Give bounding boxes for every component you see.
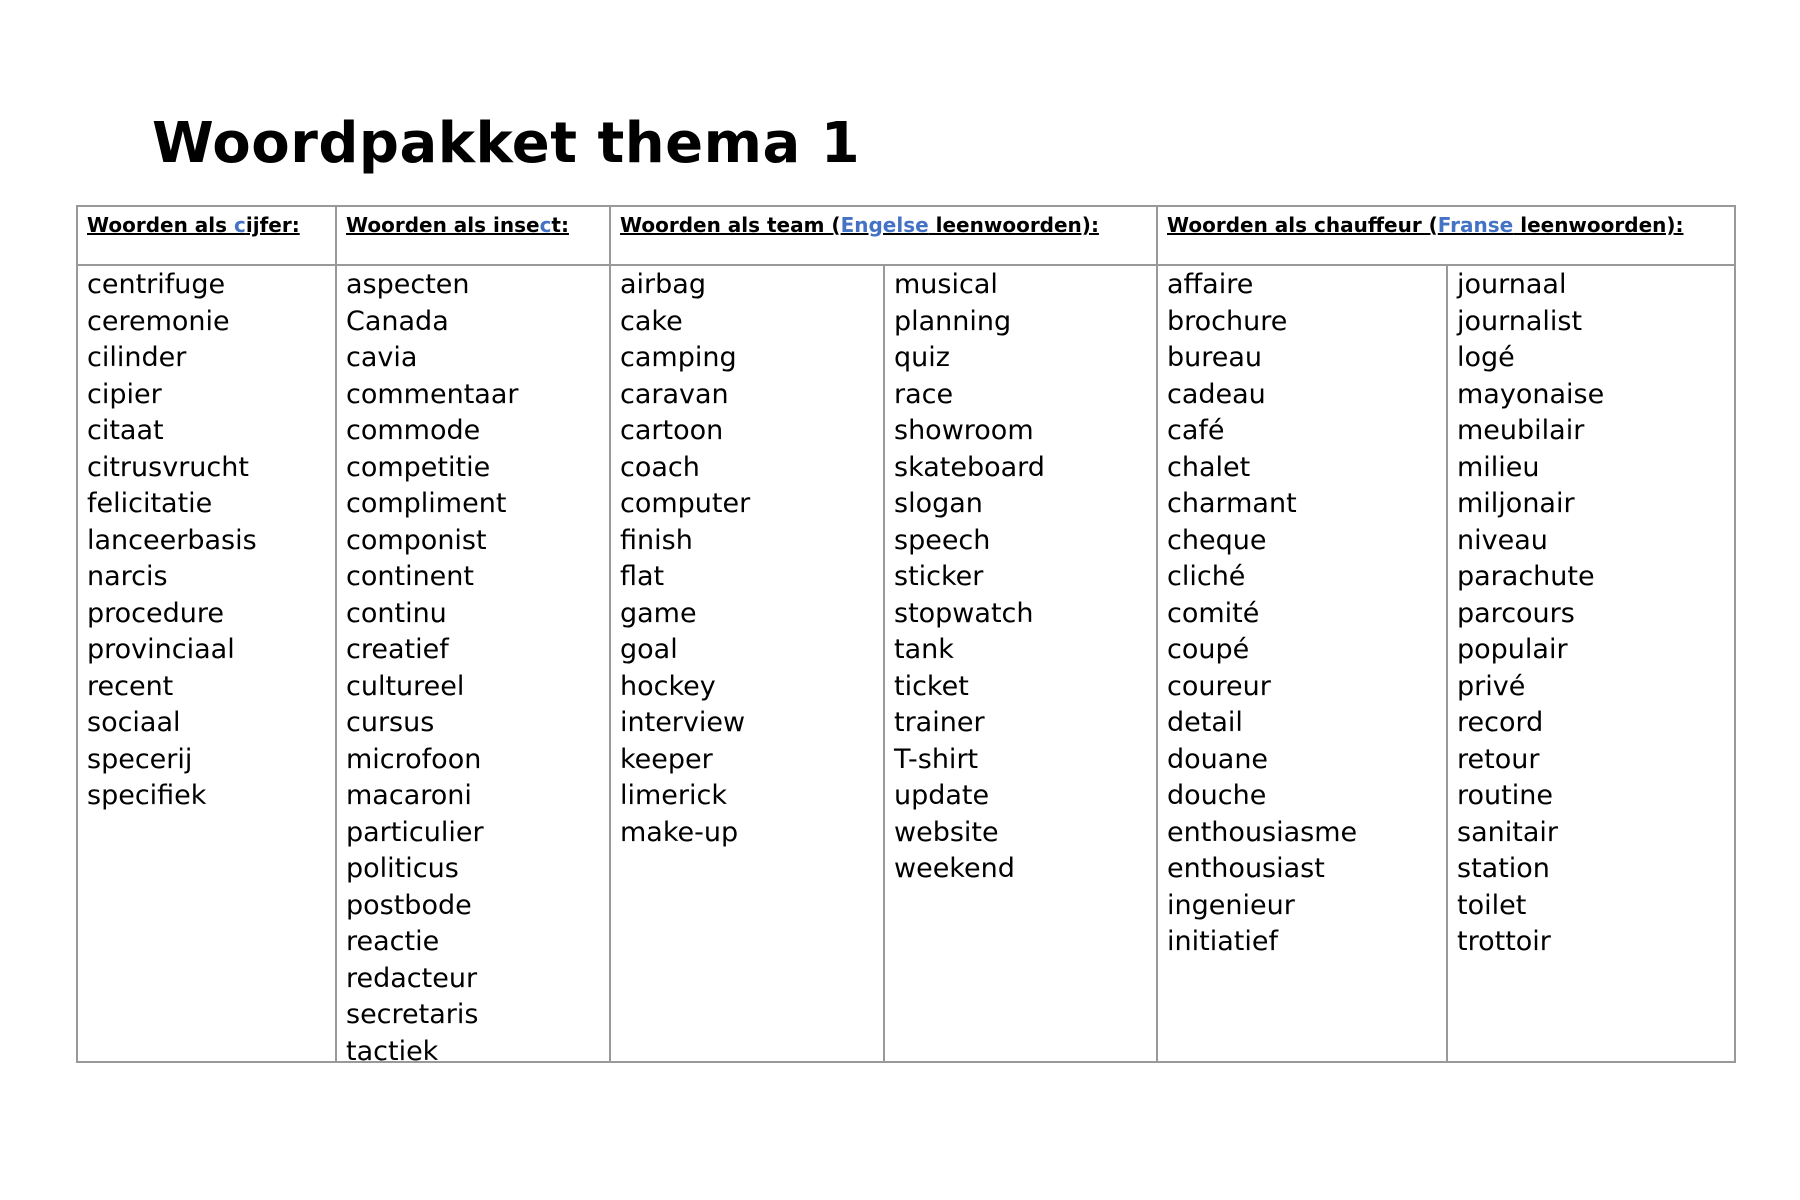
word-item: cilinder: [87, 342, 187, 373]
word-item: logé: [1457, 342, 1515, 373]
word-item: affaire: [1167, 269, 1254, 300]
word-item: cliché: [1167, 561, 1246, 592]
word-item: commode: [346, 415, 481, 446]
header-insect: Woorden als insect:: [346, 213, 569, 237]
word-item: privé: [1457, 670, 1526, 702]
word-item: update: [894, 780, 990, 811]
word-item: flat: [620, 561, 665, 592]
word-item: citrusvrucht: [87, 451, 249, 483]
word-item: cavia: [346, 342, 418, 373]
word-item: politicus: [346, 853, 459, 884]
word-item: particulier: [346, 816, 484, 848]
word-item: speech: [894, 524, 991, 556]
word-item: macaroni: [346, 780, 472, 811]
word-item: computer: [620, 488, 751, 519]
word-item: cheque: [1167, 524, 1267, 556]
word-item: parcours: [1457, 597, 1575, 629]
word-item: hockey: [620, 670, 716, 702]
word-item: station: [1457, 853, 1550, 884]
word-item: slogan: [894, 488, 983, 519]
word-item: competitie: [346, 451, 491, 483]
word-column-team-2: [885, 267, 1045, 888]
word-item: café: [1167, 415, 1225, 446]
word-item: provinciaal: [87, 634, 235, 665]
word-item: journaal: [1457, 269, 1567, 300]
word-item: postbode: [346, 889, 472, 921]
word-item: tactiek: [346, 1035, 439, 1067]
header-team: Woorden als team (Engelse leenwoorden):: [620, 213, 1099, 237]
word-item: componist: [346, 524, 487, 556]
word-item: T-shirt: [894, 743, 979, 775]
word-item: niveau: [1457, 524, 1548, 556]
word-item: ingenieur: [1167, 889, 1295, 921]
word-item: continu: [346, 597, 447, 629]
word-item: coupé: [1167, 634, 1250, 665]
word-item: make-up: [620, 816, 739, 848]
word-item: coach: [620, 451, 700, 483]
word-item: milieu: [1457, 451, 1540, 483]
word-item: trainer: [894, 707, 985, 738]
word-item: limerick: [620, 780, 727, 811]
word-item: caravan: [620, 378, 729, 410]
word-item: populair: [1457, 634, 1568, 665]
word-item: retour: [1457, 743, 1540, 775]
word-item: showroom: [894, 415, 1034, 446]
word-item: secretaris: [346, 999, 479, 1030]
word-item: cipier: [87, 378, 162, 410]
header-chauffeur: Woorden als chauffeur (Franse leenwoorden):: [1167, 213, 1684, 237]
word-item: cake: [620, 305, 683, 337]
word-item: bureau: [1167, 342, 1263, 373]
word-item: planning: [894, 305, 1012, 337]
word-column-insect: [337, 267, 518, 1070]
word-item: compliment: [346, 488, 507, 519]
word-item: goal: [620, 634, 678, 665]
word-item: game: [620, 597, 697, 629]
word-item: commentaar: [346, 378, 519, 410]
word-item: cadeau: [1167, 378, 1266, 410]
word-item: mayonaise: [1457, 378, 1605, 410]
word-item: tank: [894, 634, 954, 665]
word-item: finish: [620, 524, 693, 556]
word-item: weekend: [894, 853, 1015, 884]
word-item: cultureel: [346, 670, 465, 702]
word-item: airbag: [620, 269, 706, 300]
word-item: specifiek: [87, 780, 207, 811]
word-item: musical: [894, 269, 998, 300]
word-item: initiatief: [1167, 926, 1278, 957]
word-item: continent: [346, 561, 474, 592]
word-item: douane: [1167, 743, 1269, 775]
word-item: narcis: [87, 561, 168, 592]
word-item: douche: [1167, 780, 1267, 811]
word-item: detail: [1167, 707, 1243, 738]
word-item: enthousiasme: [1167, 816, 1358, 848]
word-item: sticker: [894, 561, 984, 592]
word-item: miljonair: [1457, 488, 1575, 519]
word-item: stopwatch: [894, 597, 1034, 629]
word-item: creatief: [346, 634, 449, 665]
word-item: felicitatie: [87, 488, 213, 519]
word-item: toilet: [1457, 889, 1527, 921]
word-item: record: [1457, 707, 1544, 738]
word-item: website: [894, 816, 999, 848]
word-item: interview: [620, 707, 746, 738]
word-item: race: [894, 378, 954, 410]
word-item: citaat: [87, 415, 164, 446]
word-item: cartoon: [620, 415, 724, 446]
word-item: meubilair: [1457, 415, 1585, 446]
word-item: redacteur: [346, 962, 478, 994]
word-item: reactie: [346, 926, 440, 957]
word-item: sociaal: [87, 707, 181, 738]
word-item: brochure: [1167, 305, 1288, 337]
word-column-chauffeur-1: [1158, 267, 1357, 961]
word-item: charmant: [1167, 488, 1297, 519]
word-item: coureur: [1167, 670, 1271, 702]
word-item: comité: [1167, 597, 1260, 629]
word-column-chauffeur-2: [1448, 267, 1604, 961]
word-item: camping: [620, 342, 737, 373]
word-item: cursus: [346, 707, 435, 738]
word-table: [76, 205, 1736, 1067]
header-cijfer: Woorden als cijfer:: [87, 213, 300, 237]
word-item: trottoir: [1457, 926, 1551, 957]
word-item: centrifuge: [87, 269, 226, 300]
page-title: Woordpakket thema 1: [152, 111, 861, 176]
word-item: ticket: [894, 670, 969, 702]
word-item: parachute: [1457, 561, 1595, 592]
word-item: specerij: [87, 743, 193, 775]
word-item: ceremonie: [87, 305, 230, 337]
word-item: chalet: [1167, 451, 1251, 483]
word-item: microfoon: [346, 743, 482, 775]
word-column-team-1: [611, 267, 750, 851]
header-divider: [78, 264, 1734, 266]
word-item: skateboard: [894, 451, 1045, 483]
word-item: quiz: [894, 342, 950, 373]
word-item: routine: [1457, 780, 1553, 811]
word-item: sanitair: [1457, 816, 1558, 848]
word-item: Canada: [346, 305, 449, 337]
word-item: lanceerbasis: [87, 524, 257, 556]
word-item: keeper: [620, 743, 713, 775]
word-column-cijfer: [78, 267, 257, 815]
word-item: enthousiast: [1167, 853, 1325, 884]
word-item: recent: [87, 670, 174, 702]
word-item: procedure: [87, 597, 224, 629]
word-item: journalist: [1457, 305, 1583, 337]
word-item: aspecten: [346, 269, 470, 300]
